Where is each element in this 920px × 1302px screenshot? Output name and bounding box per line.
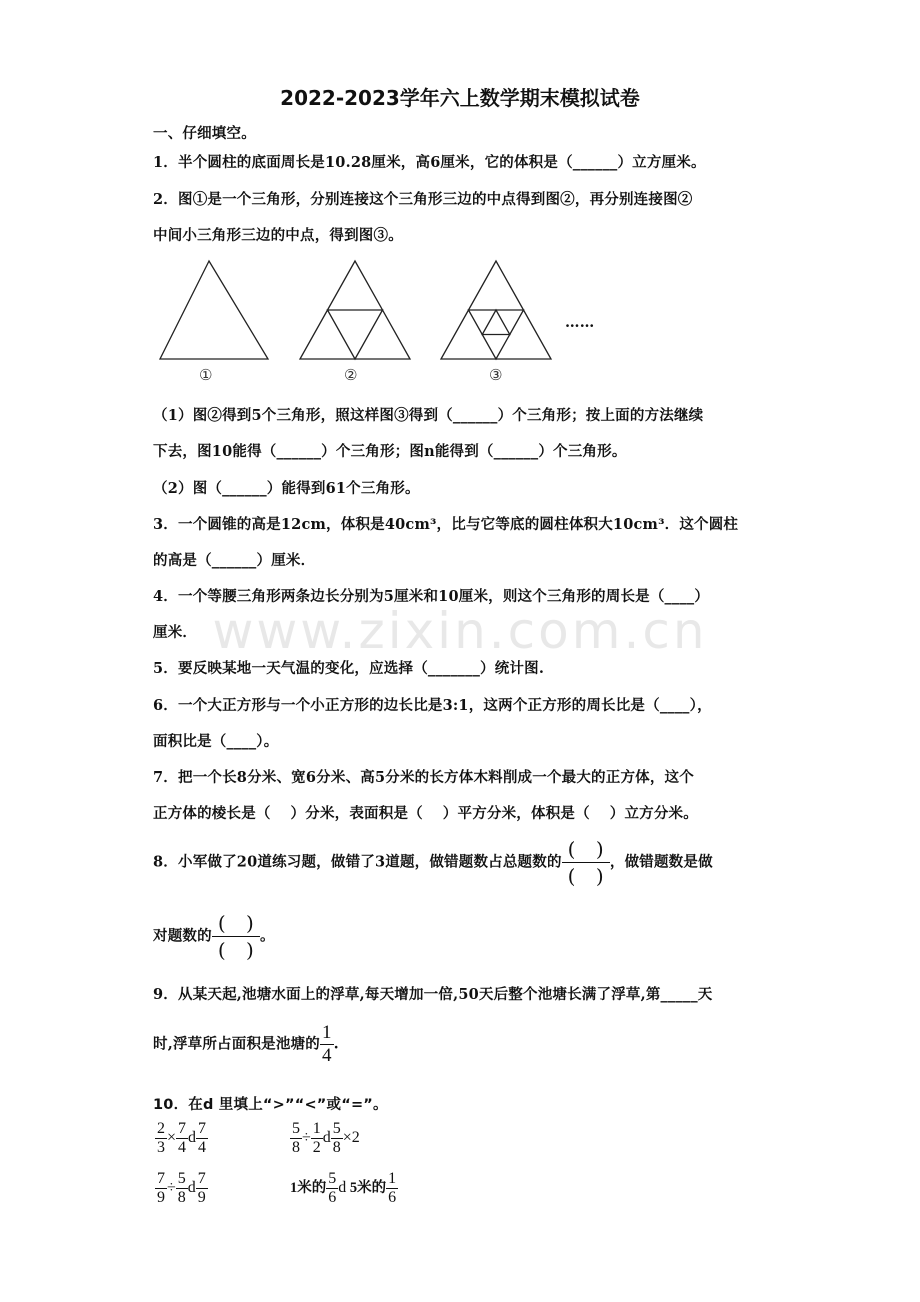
question-8-text-b: ，做错题数是做 xyxy=(609,853,713,871)
denominator: 3 xyxy=(157,1139,165,1156)
answer-fraction-blank-2[interactable] xyxy=(212,910,260,963)
denominator: 8 xyxy=(177,1189,186,1206)
question-3-line-1: 3．一个圆锥的高是12cm，体积是40cm³，比与它等底的圆柱体积大10cm³．这个圆柱 xyxy=(153,516,739,533)
numerator: 7 xyxy=(197,1170,206,1187)
figure-label-1: ① xyxy=(199,366,213,384)
answer-box[interactable]: d xyxy=(322,1129,331,1147)
figure-ellipsis: …… xyxy=(565,314,595,331)
denominator: 9 xyxy=(197,1189,206,1206)
fraction xyxy=(331,1120,343,1157)
denominator: 8 xyxy=(332,1139,341,1156)
numerator: 5 xyxy=(332,1120,341,1137)
denominator: 8 xyxy=(292,1139,300,1156)
text-prefix: 1米的 xyxy=(290,1180,327,1197)
question-3-line-2: 的高是（______）厘米． xyxy=(153,552,316,569)
question-6-line-2: 面积比是（____）。 xyxy=(153,733,279,750)
answer-fraction-blank-1[interactable] xyxy=(562,836,610,889)
question-2-line-2: 中间小三角形三边的中点，得到图③。 xyxy=(153,227,403,244)
question-9-line-2 xyxy=(153,1022,339,1067)
triangle-figure-3 xyxy=(441,261,551,359)
comparison-1 xyxy=(155,1120,208,1157)
fraction-numerator-blank: ( ) xyxy=(562,836,610,863)
denominator: 6 xyxy=(388,1189,397,1206)
question-9-text-b: 时,浮草所占面积是池塘的 xyxy=(153,1035,320,1053)
question-8-text-c: 对题数的 xyxy=(153,927,212,945)
triangle-figure-2 xyxy=(300,261,410,359)
question-2-line-1: 2．图①是一个三角形，分别连接这个三角形三边的中点得到图②，再分别连接图② xyxy=(153,191,693,208)
fraction xyxy=(196,1170,208,1207)
question-8-line-2 xyxy=(153,910,275,963)
numerator: 2 xyxy=(157,1120,165,1137)
question-8-line-1 xyxy=(153,836,713,889)
comparison-3 xyxy=(155,1170,208,1207)
numerator: 7 xyxy=(198,1120,207,1137)
section-heading: 一、仔细填空。 xyxy=(153,125,256,142)
fraction xyxy=(311,1120,323,1157)
question-1: 1．半个圆柱的底面周长是10.28厘米，高6厘米，它的体积是（______）立方厘米。 xyxy=(153,154,706,171)
comparison-2 xyxy=(290,1120,360,1157)
operator: ÷ xyxy=(302,1129,311,1147)
fraction xyxy=(196,1120,208,1157)
question-8-text-d: 。 xyxy=(260,927,275,945)
operator-tail: ×2 xyxy=(342,1129,360,1147)
numerator: 5 xyxy=(328,1170,337,1187)
triangle-figures xyxy=(150,255,610,390)
question-5: 5．要反映某地一天气温的变化，应选择（_______）统计图. xyxy=(153,660,545,677)
operator: ÷ xyxy=(167,1179,176,1197)
denominator: 4 xyxy=(198,1139,207,1156)
question-4-line-2: 厘米． xyxy=(153,624,198,641)
answer-box[interactable]: d xyxy=(188,1129,197,1147)
fraction xyxy=(326,1170,338,1207)
question-2-part-1-line-2: 下去，图10能得（______）个三角形；图n能得到（______）个三角形。 xyxy=(153,443,627,460)
fraction-denominator-blank: ( ) xyxy=(567,864,604,888)
fraction-numerator-blank: ( ) xyxy=(212,910,260,937)
denominator: 6 xyxy=(328,1189,337,1206)
fraction xyxy=(155,1120,167,1157)
triangle-figure-1 xyxy=(160,261,268,359)
answer-box[interactable]: d xyxy=(338,1179,347,1197)
figure-label-3: ③ xyxy=(489,366,503,384)
figure-label-2: ② xyxy=(344,366,358,384)
denominator: 9 xyxy=(157,1189,165,1206)
question-4-line-1: 4．一个等腰三角形两条边长分别为5厘米和10厘米，则这个三角形的周长是（____） xyxy=(153,588,710,605)
numerator: 1 xyxy=(312,1120,321,1137)
question-10: 10．在d 里填上“>”“<”或“=”。 xyxy=(153,1097,388,1113)
fraction xyxy=(176,1170,188,1207)
question-7-line-2: 正方体的棱长是（ ）分米，表面积是（ ）平方分米，体积是（ ）立方分米。 xyxy=(153,805,698,822)
fraction xyxy=(155,1170,167,1207)
numerator: 7 xyxy=(157,1170,165,1187)
fraction-denominator: 4 xyxy=(321,1045,332,1066)
question-9-text-c: . xyxy=(333,1035,339,1053)
numerator: 7 xyxy=(178,1120,187,1137)
question-2-part-1-line-1: （1）图②得到5个三角形，照这样图③得到（______）个三角形；按上面的方法继续 xyxy=(153,407,704,424)
fraction xyxy=(290,1120,302,1157)
question-9-line-1: 9．从某天起,池塘水面上的浮草,每天增加一倍,50天后整个池塘长满了浮草,第_____天 xyxy=(153,986,713,1003)
question-8-text-a: 8．小军做了20道练习题，做错了3道题，做错题数占总题数的 xyxy=(153,853,562,871)
numerator: 5 xyxy=(292,1120,300,1137)
fraction-numerator: 1 xyxy=(321,1022,332,1043)
fraction-one-quarter xyxy=(320,1022,334,1067)
page-title: 2022-2023学年六上数学期末模拟试卷 xyxy=(280,86,640,110)
watermark: www.zixin.com.cn xyxy=(212,602,708,660)
fraction xyxy=(386,1170,398,1207)
text-middle: 5米的 xyxy=(349,1180,387,1197)
fraction-denominator-blank: ( ) xyxy=(217,938,255,962)
fraction xyxy=(176,1120,188,1157)
denominator: 4 xyxy=(178,1139,187,1156)
question-7-line-1: 7．把一个长8分米、宽6分米、高5分米的长方体木料削成一个最大的正方体，这个 xyxy=(153,769,694,786)
denominator: 2 xyxy=(312,1139,321,1156)
question-6-line-1: 6．一个大正方形与一个小正方形的边长比是3:1，这两个正方形的周长比是（____）， xyxy=(153,697,712,714)
numerator: 5 xyxy=(177,1170,186,1187)
question-2-part-2: （2）图（______）能得到61个三角形。 xyxy=(153,480,420,497)
answer-box[interactable]: d xyxy=(187,1179,196,1197)
numerator: 1 xyxy=(388,1170,397,1187)
comparison-4 xyxy=(290,1170,398,1207)
operator: × xyxy=(167,1129,177,1147)
